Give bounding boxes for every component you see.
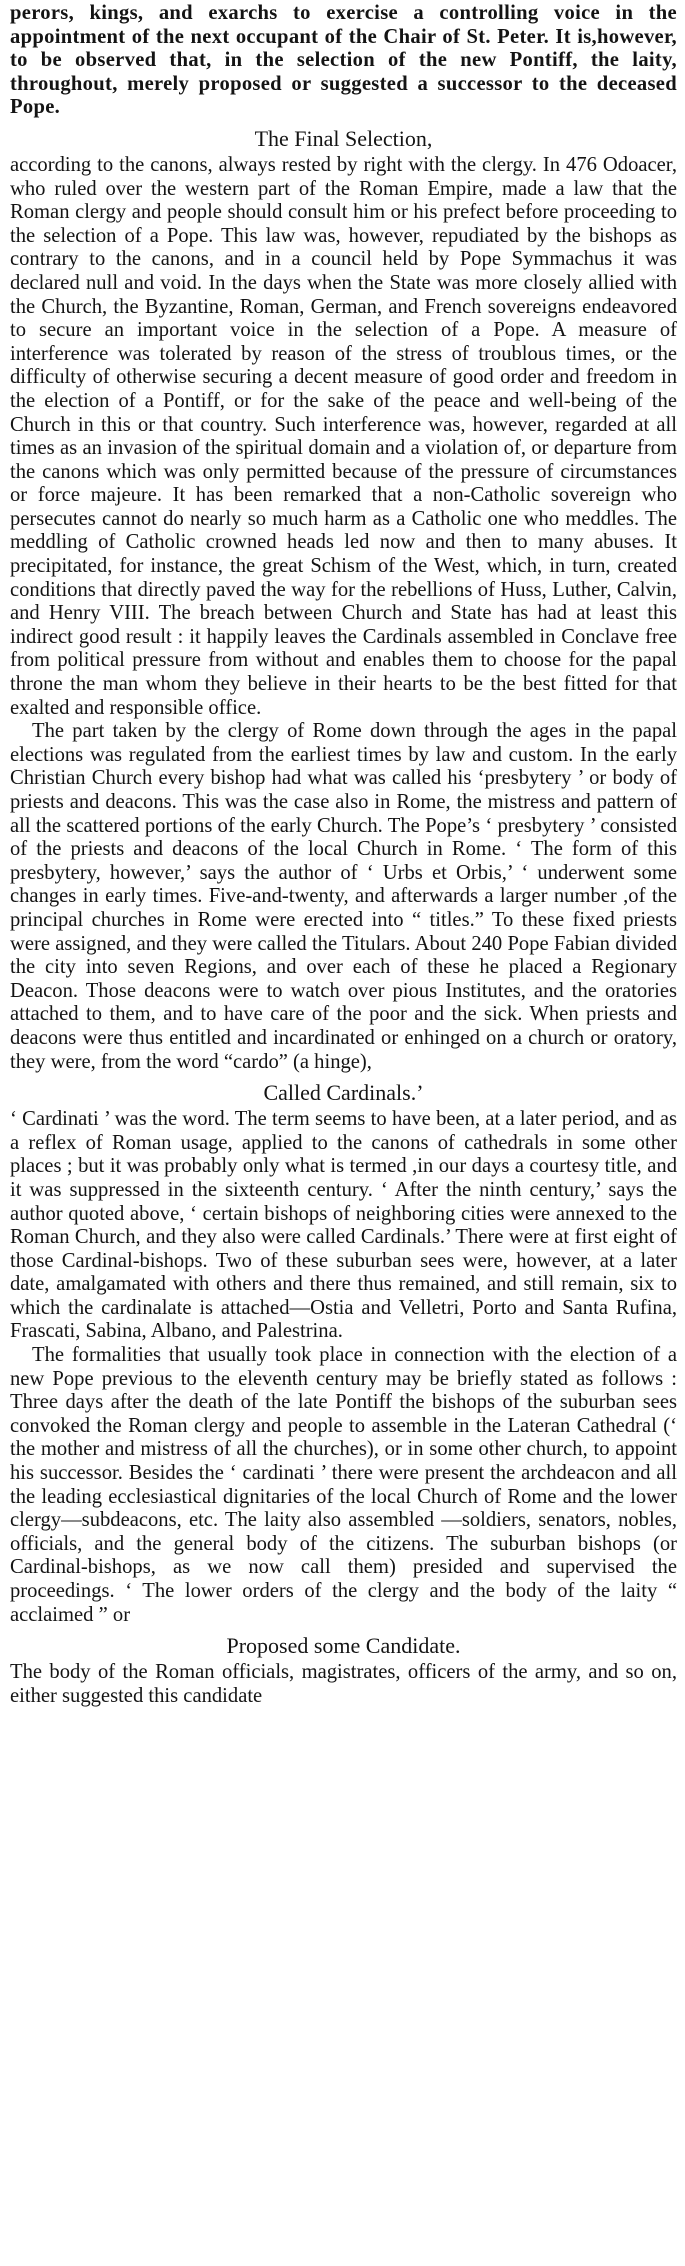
subheading-final-selection: The Final Selection, (254, 125, 433, 151)
paragraph-cardinati: ‘ Cardinati ’ was the word. The term seems to have been, at a later period, and as a reflex of Roman usage, applied to the canons of cathedrals in some other places ; but it was probably only what is termed ,in our days a courtesy title, and it was suppressed in the sixteenth century. ‘ After the ninth century,’ says the author quoted above, ‘ certain bishops of neighboring cities were annexed to the Roman Church, and they also were called Cardinals.’ There were at first eight of those Cardinal-bishops. Two of these suburban sees were, however, at a later date, amalgamated with others and there thus remained, and still remain, six to which the cardinalate is attached—Ostia and Velletri, Porto and Santa Rufina, Frascati, Sabina, Albano, and Palestrina. (10, 1108, 677, 1343)
paragraph-final-selection: according to the canons, always rested by right with the clergy. In 476 Odoacer, who ruled over the western part of the Roman Empire, made a law that the Roman clergy and people should consult him or his prefect before proceeding to the selection of a Pope. This law was, however, repudiated by the bishops as contrary to the canons, and in a council held by Pope Symmachus it was declared null and void. In the days when the State was more closely allied with the Church, the Byzantine, Roman, German, and French sovereigns endeavored to secure an important voice in the selection of a Pope. A measure of interference was tolerated by reason of the stress of troublous times, or the difficulty of otherwise securing a decent measure of good order and freedom in the election of a Pontiff, or for the sake of the peace and well-being of the Church in this or that country. Such interference was, however, regarded at all times as an invasion of the spiritual domain and a violation of, or departure from the canons which was only permitted because of the pressure of circumstances or force majeure. It has been remarked that a non-Catholic sovereign who persecutes cannot do nearly so much harm as a Catholic one who meddles. The meddling of Catholic crowned heads led now and then to many abuses. It precipitated, for instance, the great Schism of the West, which, in turn, created conditions that directly paved the way for the rebellions of Huss, Luther, Calvin, and Henry VIII. The breach between Church and State has had at least this indirect good result : it happily leaves the Cardinals assembled in Conclave free from political pressure from without and enables them to choose for the papal throne the man whom they believe in their hearts to be the best fitted for that exalted and responsible office. (10, 153, 677, 719)
paragraph-clergy-of-rome: The part taken by the clergy of Rome down through the ages in the papal elections was regulated from the earliest times by law and custom. In the early Christian Church every bishop had what was called his ‘presbytery ’ or body of priests and deacons. This was the case also in Rome, the mistress and pattern of all the scattered portions of the early Church. The Pope’s ‘ presbytery ’ consisted of the priests and deacons of the local Church in Rome. ‘ The form of this presbytery, however,’ says the author of ‘ Urbs et Orbis,’ ‘ underwent some changes in early times. Five-and-twenty, and afterwards a larger number ,of the principal churches in Rome were erected into “ titles.” To these fixed priests were assigned, and they were called the Titulars. About 240 Pope Fabian divided the city into seven Regions, and over each of these he placed a Regionary Deacon. Those deacons were to watch over pious Institutes, and the oratories attached to them, and to have care of the poor and the sick. When priests and deacons were thus entitled and incardinated or enhinged on a church or oratory, they were, from the word “cardo” (a hinge), (10, 720, 677, 1073)
paragraph-formalities: The formalities that usually took place in connection with the election of a new Pope previous to the eleventh century may be briefly stated as follows : Three days after the death of the late Pontiff the bishops of the suburban sees convoked the Roman clergy and people to assemble in the Lateran Cathedral (‘ the mother and mistress of all the churches), or in some other church, to appoint his successor. Besides the ‘ cardinati ’ there were present the archdeacon and all the leading ecclesiastical dignitaries of the local Church of Rome and the lower clergy—subdeacons, etc. The laity also assembled —soldiers, senators, nobles, officials, and the general body of the citizens. The suburban bishops (or Cardinal-bishops, as we now call them) presided and supervised the proceedings. ‘ The lower orders of the clergy and the body of the laity “ acclaimed ” or (10, 1344, 677, 1626)
paragraph-roman-officials: The body of the Roman officials, magistrates, officers of the army, and so on, either suggested this candidate (10, 1661, 677, 1707)
subheading-proposed-candidate: Proposed some Candidate. (226, 1633, 461, 1659)
subheading-called-cardinals: Called Cardinals.’ (263, 1080, 424, 1106)
opening-paragraph: perors, kings, and exarchs to exercise a controlling voice in the appointment of the next occupant of the Chair of St. Peter. It is,however, to be observed that, in the selection of the new Pontiff, the laity, throughout, merely proposed or suggested a successor to the deceased Pope. (10, 2, 677, 119)
